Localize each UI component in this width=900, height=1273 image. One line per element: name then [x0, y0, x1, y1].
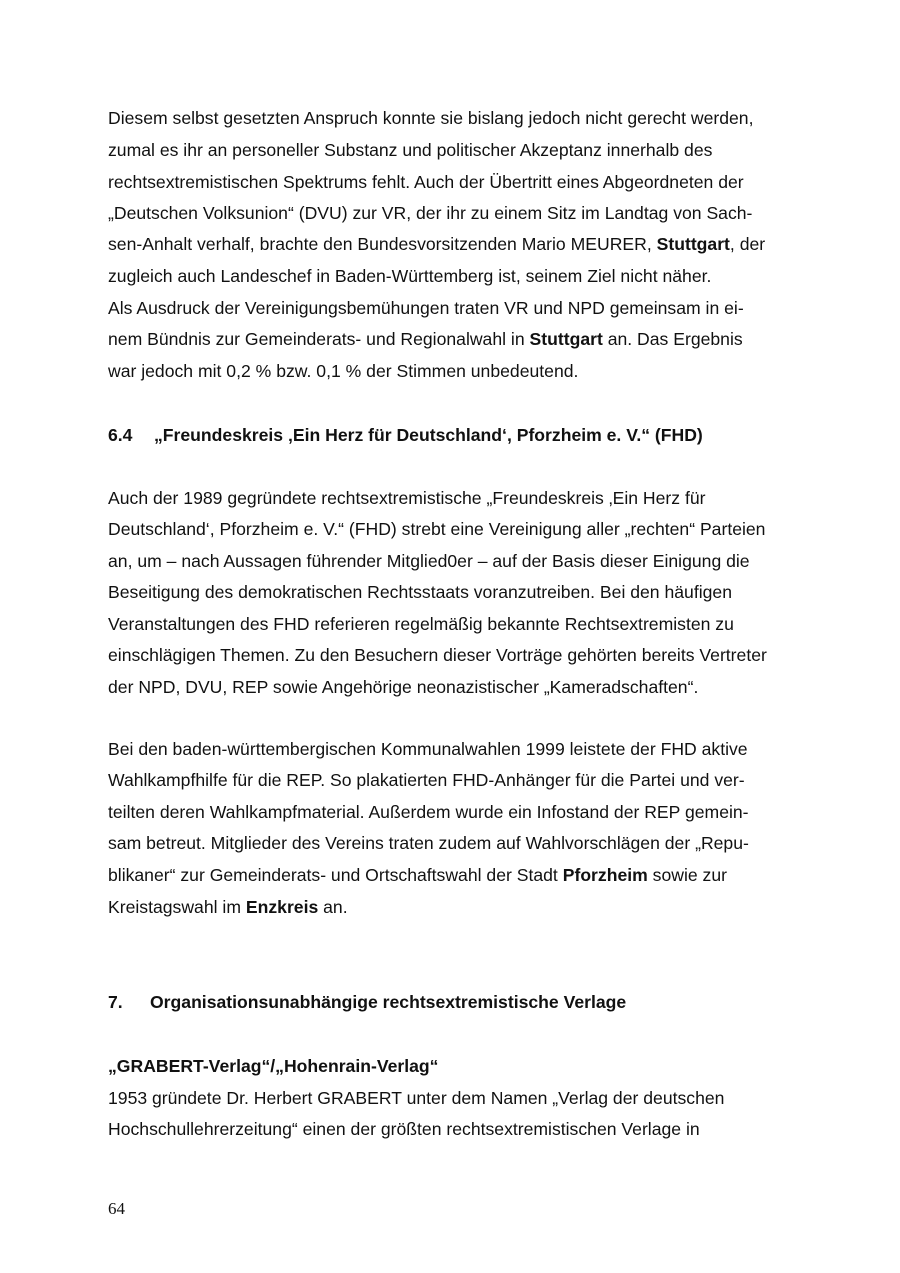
- place-name-bold: Stuttgart: [656, 234, 730, 254]
- paragraph-line: „Deutschen Volksunion“ (DVU) zur VR, der ihr zu einem Sitz im Landtag von Sach-: [108, 203, 753, 223]
- text-span: nem Bündnis zur Gemeinderats- und Regionalwahl in: [108, 329, 530, 349]
- paragraph-line: Hochschullehrerzeitung“ einen der größten rechtsextremistischen Verlage in: [108, 1119, 700, 1139]
- paragraph-line: teilten deren Wahlkampfmaterial. Außerdem wurde ein Infostand der REP gemein-: [108, 802, 749, 822]
- paragraph-line: war jedoch mit 0,2 % bzw. 0,1 % der Stimmen unbedeutend.: [108, 361, 579, 381]
- place-name-bold: Enzkreis: [245, 897, 319, 917]
- section-heading-7: [108, 990, 626, 1014]
- paragraph-line: 1953 gründete Dr. Herbert GRABERT unter dem Namen „Verlag der deutschen: [108, 1088, 725, 1108]
- text-span: blikaner“ zur Gemeinderats- und Ortschaftswahl der Stadt: [108, 865, 563, 885]
- paragraph-line: Als Ausdruck der Vereinigungsbemühungen traten VR und NPD gemeinsam in ei-: [108, 298, 744, 318]
- paragraph-line: der NPD, DVU, REP sowie Angehörige neonazistischer „Kameradschaften“.: [108, 677, 699, 697]
- paragraph-line: [108, 895, 348, 919]
- text-span: an. Das Ergebnis: [602, 329, 743, 349]
- text-span: sen-Anhalt verhalf, brachte den Bundesvorsitzenden Mario MEURER,: [108, 234, 657, 254]
- paragraph-line: einschlägigen Themen. Zu den Besuchern dieser Vorträge gehörten bereits Vertreter: [108, 645, 767, 665]
- subsection-heading: „GRABERT-Verlag“/„Hohenrain-Verlag“: [108, 1056, 439, 1076]
- paragraph-line: [108, 863, 727, 887]
- text-span: Kreistagswahl im: [108, 897, 246, 917]
- section-number: 6.4: [108, 425, 133, 445]
- place-name-bold: Pforzheim: [562, 865, 648, 885]
- text-span: sowie zur: [647, 865, 727, 885]
- paragraph-line: zugleich auch Landeschef in Baden-Württemberg ist, seinem Ziel nicht näher.: [108, 266, 712, 286]
- section-number: 7.: [108, 992, 123, 1012]
- paragraph-line: Veranstaltungen des FHD referieren regelmäßig bekannte Rechtsextremisten zu: [108, 614, 734, 634]
- paragraph-line: sam betreut. Mitglieder des Vereins traten zudem auf Wahlvorschlägen der „Repu-: [108, 833, 749, 853]
- paragraph-line: rechtsextremistischen Spektrums fehlt. Auch der Übertritt eines Abgeordneten der: [108, 172, 744, 192]
- text-span: an.: [318, 897, 348, 917]
- paragraph-line: zumal es ihr an personeller Substanz und politischer Akzeptanz innerhalb des: [108, 140, 713, 160]
- text-span: , der: [729, 234, 766, 254]
- paragraph-line: Wahlkampfhilfe für die REP. So plakatierten FHD-Anhänger für die Partei und ver-: [108, 770, 745, 790]
- paragraph-line: Diesem selbst gesetzten Anspruch konnte sie bislang jedoch nicht gerecht werden,: [108, 108, 754, 128]
- paragraph-line: Bei den baden-württembergischen Kommunalwahlen 1999 leistete der FHD aktive: [108, 739, 748, 759]
- place-name-bold: Stuttgart: [529, 329, 603, 349]
- section-title: Organisationsunabhängige rechtsextremistische Verlage: [150, 992, 627, 1012]
- paragraph-line: Deutschland‘, Pforzheim e. V.“ (FHD) strebt eine Vereinigung aller „rechten“ Parteien: [108, 519, 766, 539]
- section-heading-6-4: [108, 423, 703, 447]
- paragraph-line: [108, 327, 743, 351]
- paragraph-line: an, um – nach Aussagen führender Mitglied0er – auf der Basis dieser Einigung die: [108, 551, 750, 571]
- paragraph-line: Beseitigung des demokratischen Rechtsstaats voranzutreiben. Bei den häufigen: [108, 582, 732, 602]
- section-title: „Freundeskreis ‚Ein Herz für Deutschland‘, Pforzheim e. V.“ (FHD): [154, 425, 703, 445]
- paragraph-line: Auch der 1989 gegründete rechtsextremistische „Freundeskreis ‚Ein Herz für: [108, 488, 706, 508]
- paragraph-line: [108, 232, 765, 256]
- page-number: 64: [108, 1199, 125, 1218]
